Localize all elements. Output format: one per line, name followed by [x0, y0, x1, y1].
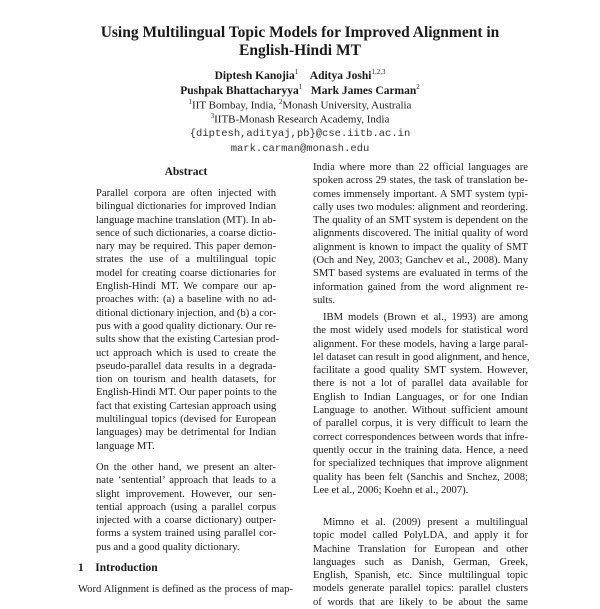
text-line: Language to another. Without sufficient amount	[313, 405, 528, 417]
abstract-heading: Abstract	[164, 166, 208, 178]
right-paragraph-1	[313, 161, 528, 307]
text-line: Word Alignment is defined as the process of map-	[78, 584, 293, 595]
affiliation-line-2	[0, 112, 600, 126]
section-title: Introduction	[95, 562, 158, 574]
author: Mark James Carman	[310, 84, 417, 97]
text-line: fact that existing Cartesian approach using	[96, 400, 277, 412]
right-paragraph-2	[313, 311, 528, 497]
text-line: IBM models (Brown et al., 1993) are among	[323, 312, 528, 323]
text-line: Parallel corpora are often injected with	[96, 188, 276, 199]
author: Pushpak Bhattacharyya	[180, 84, 299, 97]
text-line: proaches with: (a) a baseline with no ad-	[96, 294, 276, 306]
intro-paragraph-left	[78, 583, 293, 596]
text-line: strates the use of a multilingual topic	[96, 254, 276, 266]
text-line: languages) may be detrimental for Indian	[96, 427, 276, 439]
aff-sup: 3	[210, 112, 215, 120]
authors-line-1	[0, 68, 600, 82]
affiliation-line-1	[0, 98, 600, 112]
text-line: pus and a good quality dictionary.	[96, 541, 240, 553]
author-sup: 1	[298, 83, 303, 91]
text-line: sults.	[313, 294, 336, 306]
right-paragraph-3	[313, 516, 528, 609]
text-line: of parallel corpus, it is very difficult to learn the	[313, 418, 528, 430]
text-line: English-Hindi MT. Our paper points to the	[96, 387, 277, 399]
text-line: language MT.	[96, 440, 155, 452]
text-line: alignment is known to impact the quality of SMT	[313, 241, 528, 253]
text-line: languages such as Danish, German, Greek,	[313, 556, 528, 568]
affiliation: IITB-Monash Research Academy, India	[214, 113, 390, 126]
affiliation: Monash University, Australia	[282, 99, 412, 112]
text-line: bilingual dictionaries for improved Indian	[96, 201, 276, 213]
text-line: Mimno et al. (2009) present a multilingual	[323, 517, 528, 528]
abstract-paragraph-1	[96, 187, 280, 453]
author: Aditya Joshi	[309, 69, 372, 82]
text-line: Machine Translation for European and other	[313, 543, 528, 555]
text-line: of words that are likely to be about the same	[313, 596, 528, 608]
text-line: spoken across 29 states, the task of translation be-	[313, 175, 528, 187]
text-line: quently occur in the training data. Hence, a need	[313, 444, 528, 456]
text-line: topic model called PolyLDA, and apply it for	[313, 530, 528, 542]
text-line: slight improvement. However, our sen-	[96, 488, 276, 500]
abstract-paragraph-2	[96, 461, 276, 554]
text-line: alignment. For these models, having a large paral-	[313, 338, 528, 350]
text-line: pseudo-parallel data results in a degrada-	[96, 360, 276, 372]
text-line: for specialized techniques that improve alignment	[313, 458, 528, 470]
email-line-1: {diptesh,adityaj,pb}@cse.iitb.ac.in	[189, 128, 411, 140]
text-line: alignments discovered. The initial quality of word	[313, 228, 528, 240]
text-line: Lee et al., 2006; Koehn et al., 2007).	[313, 484, 469, 496]
email-line-2: mark.carman@monash.edu	[230, 143, 370, 155]
author-sup: 2	[416, 83, 420, 91]
paper-title-line-2: English-Hindi MT	[239, 42, 361, 59]
text-line: model for creating coarse dictionaries for	[96, 267, 276, 279]
text-line: nate ‘sentential’ approach that leads to a	[96, 475, 276, 487]
author: Diptesh Kanojia	[214, 69, 295, 82]
text-line: English to Indian Languages, or for one Indian	[313, 391, 528, 403]
text-line: comes immensely important. A SMT system typi-	[313, 188, 528, 200]
section-heading-introduction	[78, 562, 158, 574]
text-line: the most widely used models for statistical word	[313, 325, 528, 337]
section-number: 1	[78, 562, 84, 574]
text-line: models generate parallel topics: parallel clusters	[313, 583, 528, 595]
text-line: sults show that the existing Cartesian prod-	[96, 334, 280, 346]
text-line: The quality of an SMT system is dependent on the	[313, 215, 528, 227]
text-line: (Och and Ney, 2003; Ganchev et al., 2008). Many	[313, 255, 528, 267]
text-line: language machine translation (MT). In ab-	[96, 214, 277, 226]
text-line: sence of such dictionaries, a coarse dictio-	[96, 227, 276, 239]
text-line: nary may be required. This paper demon-	[96, 241, 276, 253]
text-line: information gained from the word alignment re-	[313, 281, 528, 293]
authors-line-2	[0, 83, 600, 97]
paper-title-line-1: Using Multilingual Topic Models for Improved Alignment in	[100, 24, 500, 41]
text-line: facilitate a good quality SMT system. However,	[313, 365, 528, 377]
aff-sup: 1	[188, 98, 193, 106]
author-sup: 1	[294, 68, 299, 76]
text-line: ditional dictionary injection, and (b) a cor-	[96, 307, 277, 319]
text-line: pus with a good quality dictionary. Our re-	[96, 320, 277, 332]
text-line: quality has been felt (Sanchis and Snchez, 2008;	[313, 471, 528, 483]
text-line: lel dataset can result in good alignment, and hence,	[313, 351, 530, 363]
text-line: correct correspondences between words that infre-	[313, 431, 528, 443]
text-line: English, Spanish, etc. Since multilingual topic	[313, 570, 528, 582]
text-line: forms a system trained using parallel cor-	[96, 528, 276, 540]
text-line: English-Hindi MT. We compare our ap-	[96, 281, 276, 293]
text-line: multilingual topics (devised for European	[96, 414, 276, 426]
aff-sup: 2	[278, 98, 283, 106]
text-line: tential approach (using a parallel corpus	[96, 501, 276, 513]
text-line: On the other hand, we present an alter-	[96, 462, 276, 473]
text-line: tion on tourism and health datasets, for	[96, 374, 276, 386]
author-sup: 1,2,3	[371, 68, 386, 76]
text-line: injected with a coarse dictionary) outper-	[96, 515, 276, 527]
text-line: India where more than 22 official languages are	[313, 162, 528, 173]
text-line: SMT based systems are evaluated in terms of the	[313, 268, 528, 280]
affiliation: IIT Bombay, India,	[192, 99, 279, 112]
text-line: cally uses two modules: alignment and reordering.	[313, 201, 528, 213]
text-line: there is not a lot of parallel data available for	[313, 378, 528, 390]
text-line: uct approach which is used to create the	[96, 347, 276, 359]
